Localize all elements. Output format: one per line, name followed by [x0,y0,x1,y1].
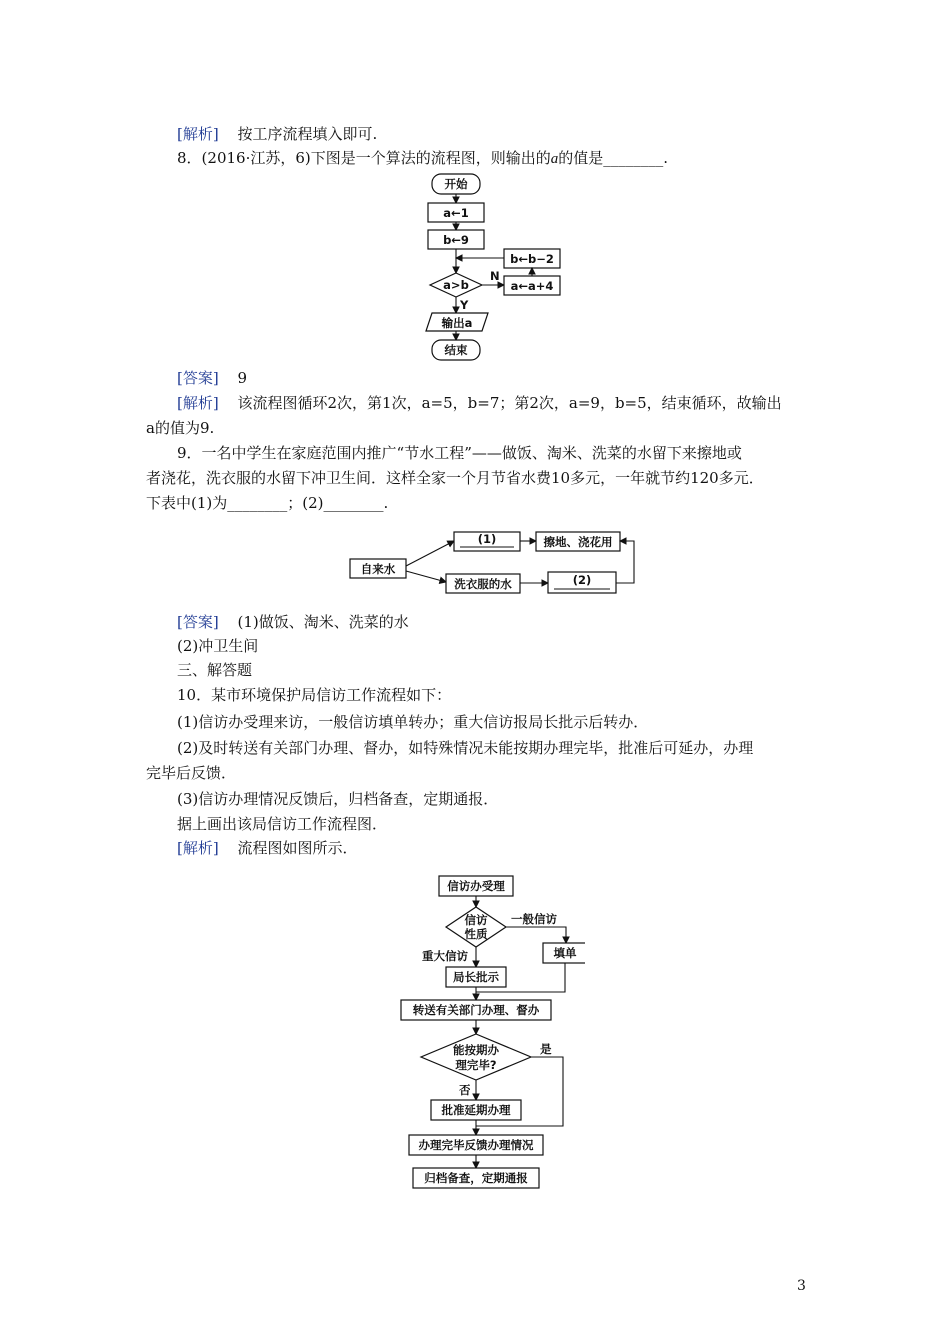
fill-form-label: 填单 [553,946,577,960]
yes-label: 是 [540,1042,552,1056]
q10-line4: 完毕后反馈． [146,764,237,782]
q9-answer-2: (2)冲卫生间 [177,637,259,655]
q8-analysis-line2: a的值为9. [146,419,215,437]
ontime-label-2: 理完毕? [455,1058,497,1072]
q9-answer-1: (1)做饭、淘米、洗菜的水 [237,613,409,631]
q8-analysis-line1: 该流程图循环2次，第1次，a=5，b=7；第2次，a=9，b=5，结束循环，故输出 [237,394,782,412]
q9-line2: 者浇花，洗衣服的水留下冲卫生间．这样全家一个月节省水费10多元，一年就节约120多元． [146,469,764,487]
feedback-label: 办理完毕反馈办理情况 [418,1138,534,1152]
q10-line3: (2)及时转送有关部门办理、督办，如特殊情况未能按期办理完毕，批准后可延办，办理 [177,739,754,757]
blank1-label: (1) [477,532,497,546]
director-label: 局长批示 [453,970,499,984]
q8-answer [177,368,247,388]
analysis-tag: [解析] [177,394,219,412]
q8-var-a: a [550,151,559,167]
q7-analysis-text: 按工序流程填入即可. [237,125,378,143]
flow-no-label: N [490,269,500,283]
flow-assign-b-label: b←9 [443,233,469,247]
q9-line1: 9．一名中学生在家庭范围内推广“节水工程”——做饭、淘米、洗菜的水留下来擦地或 [177,444,742,462]
flow-condition-label: a>b [443,278,469,292]
general-label: 一般信访 [511,912,557,926]
archive-label: 归档备查，定期通报 [424,1171,528,1185]
flow-update-b-label: b←b−2 [510,252,554,266]
analysis-tag: [解析] [177,839,219,857]
q10-analysis [177,838,358,858]
laundry-label: 洗衣服的水 [454,577,512,591]
q10-flowchart [395,872,585,1192]
q8-question [177,148,668,169]
major-label: 重大信访 [422,949,468,963]
q8-flowchart [420,172,570,364]
receive-label: 信访办受理 [447,879,505,893]
q7-analysis [177,124,377,144]
extend-label: 批准延期办理 [441,1103,511,1117]
q10-line6: 据上画出该局信访工作流程图． [177,815,388,833]
section-heading: 三、解答题 [177,661,253,679]
page-number: 3 [797,1278,806,1294]
transfer-label: 转送有关部门办理、督办 [412,1003,540,1017]
q8-analysis [177,393,782,413]
answer-tag: [答案] [177,369,219,387]
flow-output-label: 输出a [441,316,473,330]
mop-label: 擦地、浇花用 [543,535,613,549]
answer-tag: [答案] [177,613,219,631]
blank2-label: (2) [572,573,592,587]
flow-yes-label: Y [460,298,469,312]
q9-flowchart [346,526,640,598]
q10-line5: (3)信访办理情况反馈后，归档备查，定期通报． [177,790,499,808]
q10-analysis-text: 流程图如图所示． [237,839,358,857]
nature-label-1: 信访 [464,913,488,927]
q10-line1: 10．某市环境保护局信访工作流程如下： [177,686,452,704]
ontime-node [421,1034,531,1080]
q10-line2: (1)信访办受理来访，一般信访填单转办；重大信访报局长批示后转办． [177,713,649,731]
flow-start-label: 开始 [444,177,468,191]
analysis-tag: [解析] [177,125,219,143]
q9-answer [177,612,409,632]
flow-assign-a-label: a←1 [443,206,469,220]
flow-end-label: 结束 [444,343,468,357]
flow-update-a-label: a←a+4 [510,279,554,293]
q8-text-b: 的值是________. [558,149,669,167]
nature-label-2: 性质 [464,927,488,941]
tap-water-label: 自来水 [360,562,396,576]
ontime-label-1: 能按期办 [453,1043,499,1057]
q9-line3: 下表中(1)为________；(2)________. [146,494,389,512]
q8-text-a: 8．(2016·江苏，6)下图是一个算法的流程图，则输出的 [177,149,551,167]
q8-answer-value: 9 [237,369,248,387]
no-label: 否 [459,1083,471,1097]
